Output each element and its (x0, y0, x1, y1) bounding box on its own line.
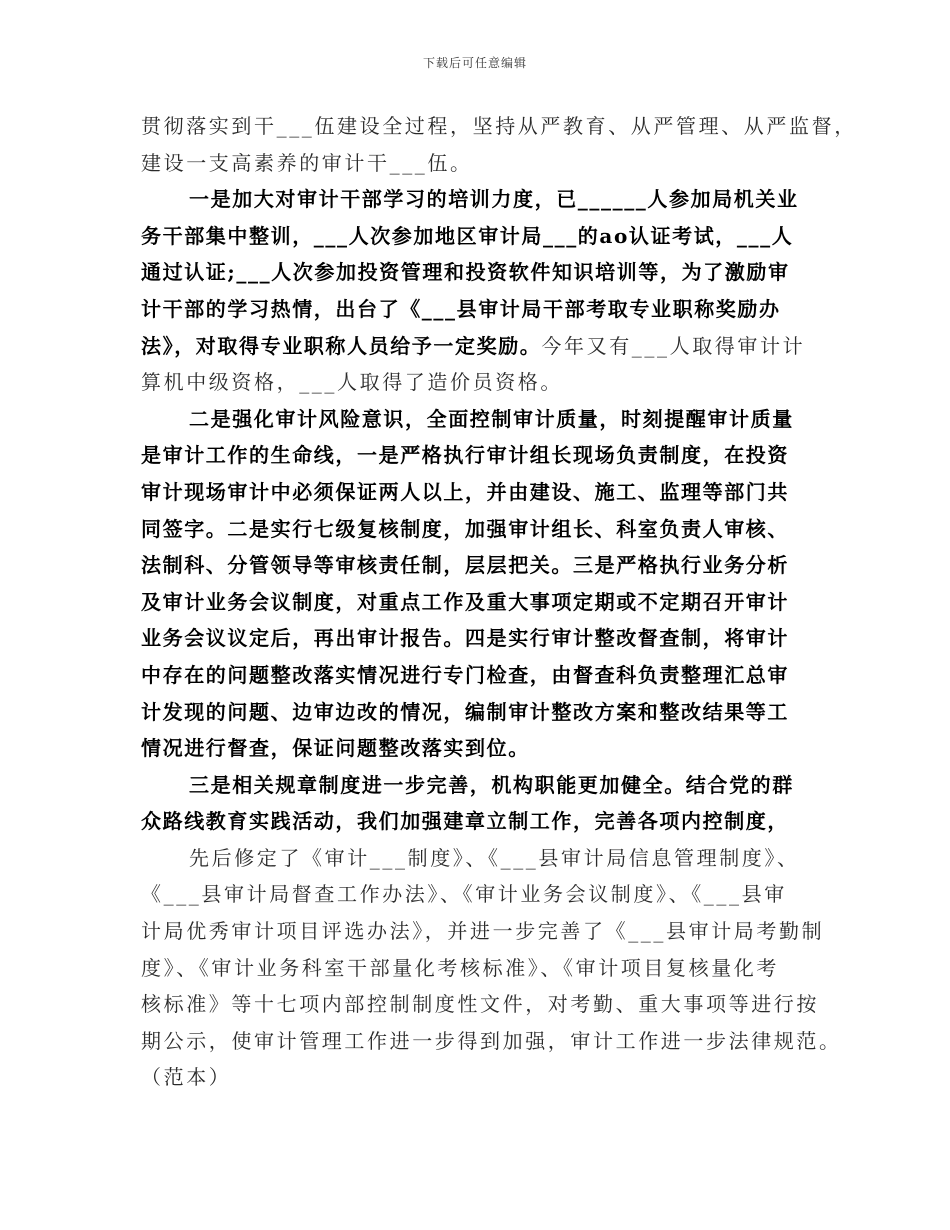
text-line: 务干部集中整训，___人次参加地区审计局___的ao认证考试，___人 (141, 223, 794, 248)
text-line: 计局优秀审计项目评选办法》，并进一步完善了《___县审计局考勤制 (141, 919, 825, 944)
text-line: 度》、《审计业务科室干部量化考核标准》、《审计项目复核量化考 (141, 955, 779, 980)
text-line: 核标准》等十七项内部控制制度性文件，对考勤、重大事项等进行按 (141, 992, 819, 1017)
text-line: （范本） (141, 1065, 232, 1090)
text-line: 先后修定了《审计___制度》、《___县审计局信息管理制度》、 (189, 845, 800, 870)
text-line: 三是相关规章制度进一步完善，机构职能更加健全。结合党的群 (189, 772, 794, 797)
document-body (141, 108, 857, 1096)
text-line: 情况进行督查，保证问题整改落实到位。 (141, 736, 530, 761)
text-line: 建设一支高素养的审计干___伍。 (141, 150, 473, 175)
text-line: 算机中级资格，___人取得了造价员资格。 (141, 370, 563, 395)
text-line: 期公示，使审计管理工作进一步得到加强，审计工作进一步法律规范。 (141, 1028, 842, 1053)
text-line: 一是加大对审计干部学习的培训力度，已______人参加局机关业 (189, 187, 799, 212)
text-line: 及审计业务会议制度，对重点工作及重大事项定期或不定期召开审计 (141, 589, 789, 614)
text-line: 业务会议议定后，再出审计报告。四是实行审计整改督查制，将审计 (141, 626, 789, 651)
text-line-mixed (141, 328, 816, 365)
text-line: 《___县审计局督查工作办法》、《审计业务会议制度》、《___县审 (141, 882, 787, 907)
text-line: 贯彻落实到干___伍建设全过程，坚持从严教育、从严管理、从严监督， (141, 114, 857, 138)
text-span-bold: 法》，对取得专业职称人员给予一定奖励。 (141, 333, 542, 358)
text-line: 是审计工作的生命线，一是严格执行审计组长现场负责制度，在投资 (141, 443, 789, 468)
text-line: 计发现的问题、边审边改的情况，编制审计整改方案和整改结果等工 (141, 699, 789, 724)
header-note: 下载后可任意编辑 (422, 56, 527, 70)
text-line: 众路线教育实践活动，我们加强建章立制工作，完善各项内控制度， (141, 809, 789, 834)
text-line: 审计现场审计中必须保证两人以上，并由建设、施工、监理等部门共 (141, 479, 789, 504)
text-line: 中存在的问题整改落实情况进行专门检查，由督查科负责整理汇总审 (141, 662, 789, 687)
text-line: 同签字。二是实行七级复核制度，加强审计组长、科室负责人审核、 (141, 516, 789, 541)
text-line: 法制科、分管领导等审核责任制，层层把关。三是严格执行业务分析 (141, 553, 789, 578)
text-line: 二是强化审计风险意识，全面控制审计质量，时刻提醒审计质量 (189, 406, 794, 431)
text-span-light: 今年又有___人取得审计计 (541, 333, 806, 358)
text-line: 通过认证;___人次参加投资管理和投资软件知识培训等，为了激励审 (141, 260, 790, 285)
text-line: 计干部的学习热情，出台了《___县审计局干部考取专业职称奖励办 (141, 296, 781, 321)
